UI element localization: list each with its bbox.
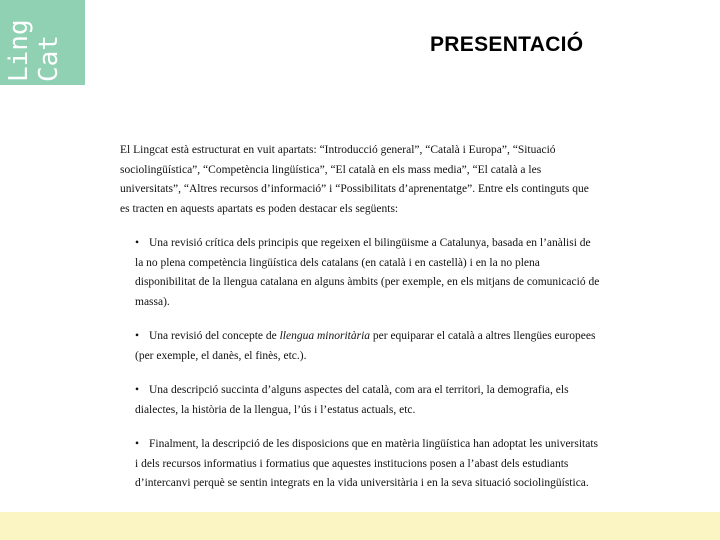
bullet-icon: • bbox=[135, 438, 140, 450]
bullet-icon: • bbox=[135, 330, 140, 342]
bullet-item bbox=[135, 435, 600, 494]
bullet-text: Una revisió crítica dels principis que regeixen el bilingüisme a Catalunya, basada en l’anàlisi de la no plena competència lingüística dels catalans (en català i en castellà) i en la no plena disponibilitat de la llengua catalana en alguns àmbits (per exemple, en els mitjans de comunicació de massa). bbox=[135, 237, 600, 308]
footer-band bbox=[0, 512, 720, 540]
bullet-text-after: per equiparar el català a altres llengües europees (per exemple, el danès, el finès, etc.). bbox=[135, 330, 596, 362]
bullet-list bbox=[120, 234, 600, 494]
bullet-icon: • bbox=[135, 384, 140, 396]
slide-title: PRESENTACIÓ bbox=[430, 33, 584, 56]
intro-paragraph: El Lingcat està estructurat en vuit apartats: “Introducció general”, “Català i Europa”, “Situació sociolingüística”, “Competència lingüística”, “El català en els mass media”, “El català a les universitats”, “Altres recursos d’informació” i “Possibilitats d’aprenentatge”. Entre els continguts que es tracten en aquests apartats es poden destacar els següents: bbox=[120, 144, 589, 215]
bullet-icon: • bbox=[135, 237, 140, 249]
logo-text-cat: Cat bbox=[34, 35, 64, 82]
bullet-text: Finalment, la descripció de les disposicions que en matèria lingüística han adoptat les universitats i dels recursos informatius i formatius que aquestes institucions posen a l’abast dels estudiants d’intercanvi perquè se sentin integrats en la vida universitària i en la seva situació sociolingüística. bbox=[135, 438, 599, 489]
bullet-text-italic: llengua minoritària bbox=[279, 330, 371, 342]
bullet-item bbox=[135, 234, 600, 312]
bullet-item bbox=[135, 381, 600, 420]
lingcat-logo bbox=[0, 0, 85, 85]
bullet-text: Una revisió del concepte de bbox=[149, 330, 280, 342]
bullet-text: Una descripció succinta d’alguns aspectes del català, com ara el territori, la demografia, els dialectes, la història de la llengua, l’ús i l’estatus actuals, etc. bbox=[135, 384, 569, 416]
logo-text-ling: Ling bbox=[4, 19, 34, 82]
bullet-item bbox=[135, 327, 600, 366]
slide-content bbox=[120, 141, 600, 494]
